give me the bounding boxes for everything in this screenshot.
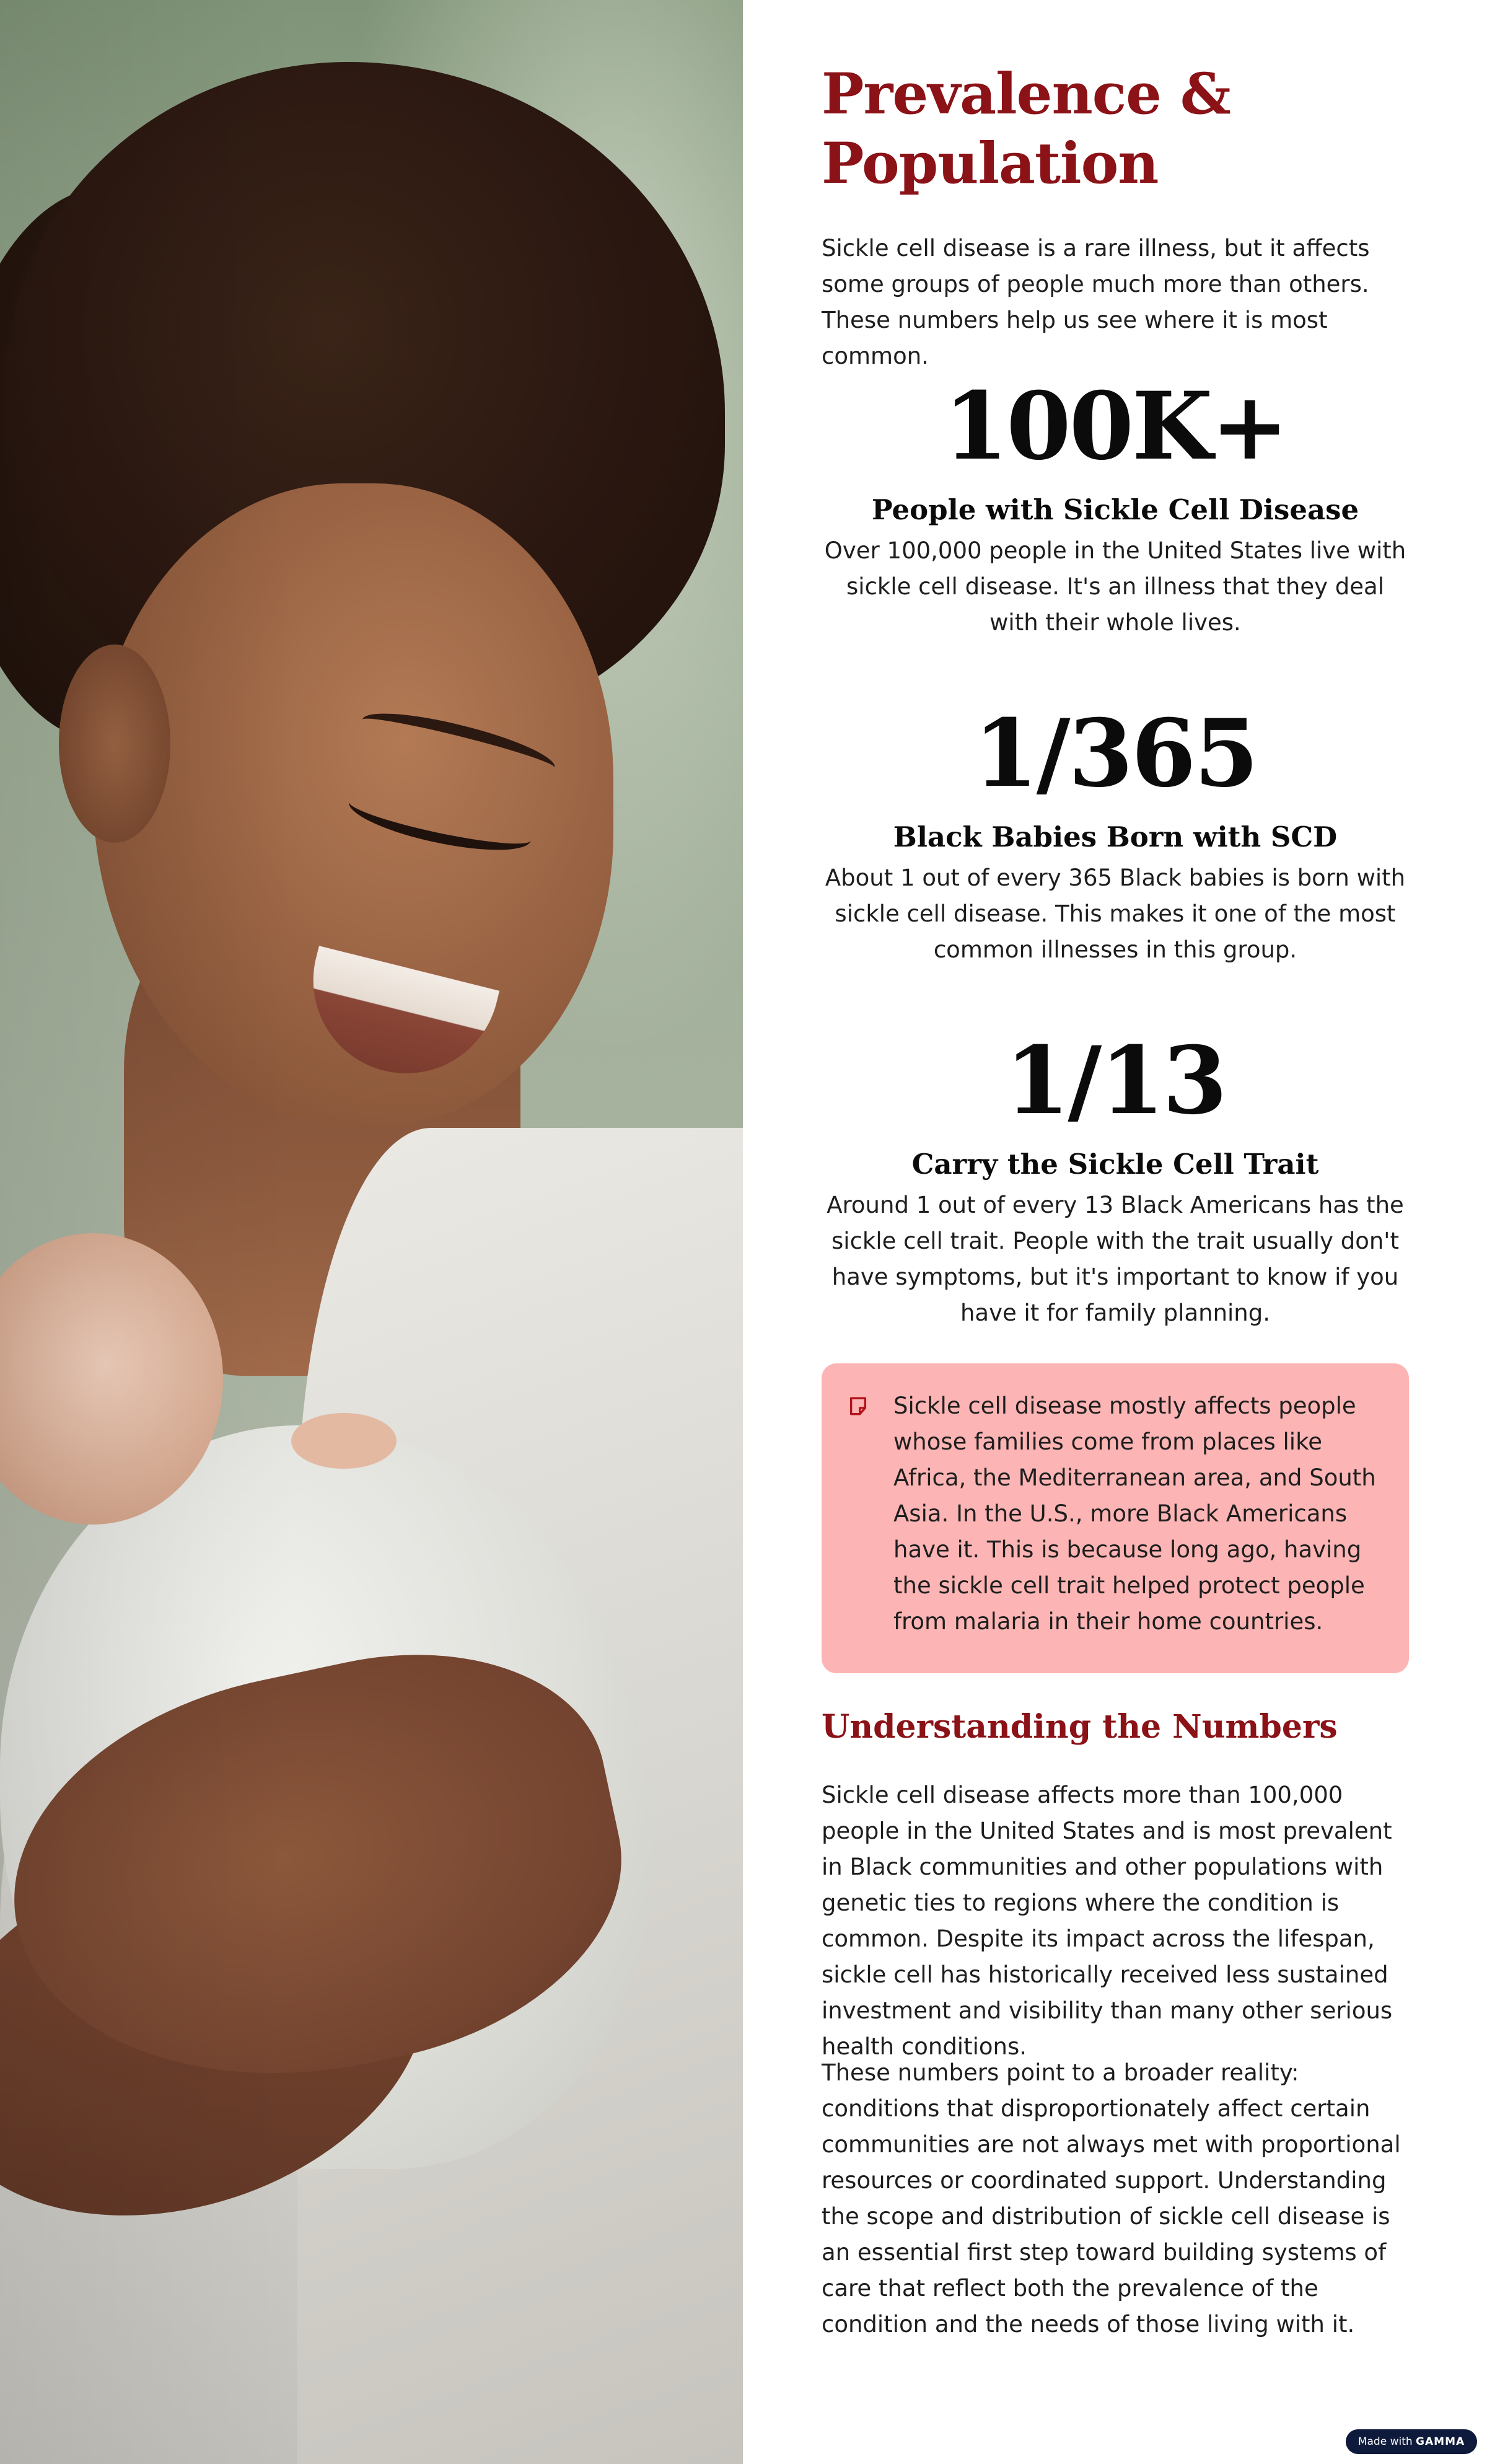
note-icon — [848, 1396, 869, 1417]
page-title: Prevalence & Population — [822, 61, 1230, 196]
stat-description: Around 1 out of every 13 Black Americans has the sickle cell trait. People with the trait usually don't have symptoms, but it's important to know if you have it for family planning. — [827, 1192, 1404, 1326]
made-with-gamma-badge[interactable] — [1346, 2429, 1477, 2454]
stat-label: Carry the Sickle Cell Trait — [911, 1148, 1319, 1181]
stat-label: People with Sickle Cell Disease — [871, 493, 1359, 526]
paragraph: Sickle cell disease affects more than 100,000 people in the United States and is most prevalent in Black communities and other populations with genetic ties to regions where the condition is common. Despite its impact across the lifespan, sickle cell has historically received less sustained investment and visibility than many other serious health conditions. — [822, 1782, 1393, 2060]
callout-box — [822, 1363, 1409, 1673]
stat-label: Black Babies Born with SCD — [893, 821, 1338, 853]
stat-card-babies — [822, 698, 1409, 968]
hero-photo — [0, 0, 743, 2464]
callout-text: Sickle cell disease mostly affects people whose families come from places like Africa, the Mediterranean area, and South Asia. In the U.S., more Black Americans have it. This is because long ago, having the sickle cell trait helped protect people from malaria in their home countries. — [893, 1393, 1376, 1635]
badge-prefix: Made with — [1358, 2435, 1413, 2448]
stat-description: About 1 out of every 365 Black babies is born with sickle cell disease. This makes it one of the most common illnesses in this group. — [825, 865, 1406, 963]
stat-value: 1/13 — [1005, 1026, 1226, 1135]
photo-shading — [0, 0, 743, 2464]
intro-text: Sickle cell disease is a rare illness, but it affects some groups of people much more than others. These numbers help us see where it is most common. — [822, 235, 1370, 369]
stat-card-people — [822, 371, 1409, 641]
gamma-logo: GAMMA — [1416, 2435, 1465, 2448]
stat-card-trait — [822, 1025, 1409, 1331]
stat-description: Over 100,000 people in the United States live with sickle cell disease. It's an illness that they deal with their whole lives. — [824, 537, 1406, 636]
section-title: Understanding the Numbers — [822, 1708, 1338, 1746]
paragraph: These numbers point to a broader reality: conditions that disproportionately affect certain communities are not always met with proportional resources or coordinated support. Understanding the scope and distribution of sickle cell disease is an essential first step toward building systems of care that reflect both the prevalence of the condition and the needs of those living with it. — [822, 2059, 1401, 2338]
stat-value: 1/365 — [973, 699, 1257, 808]
stat-value: 100K+ — [943, 372, 1287, 481]
